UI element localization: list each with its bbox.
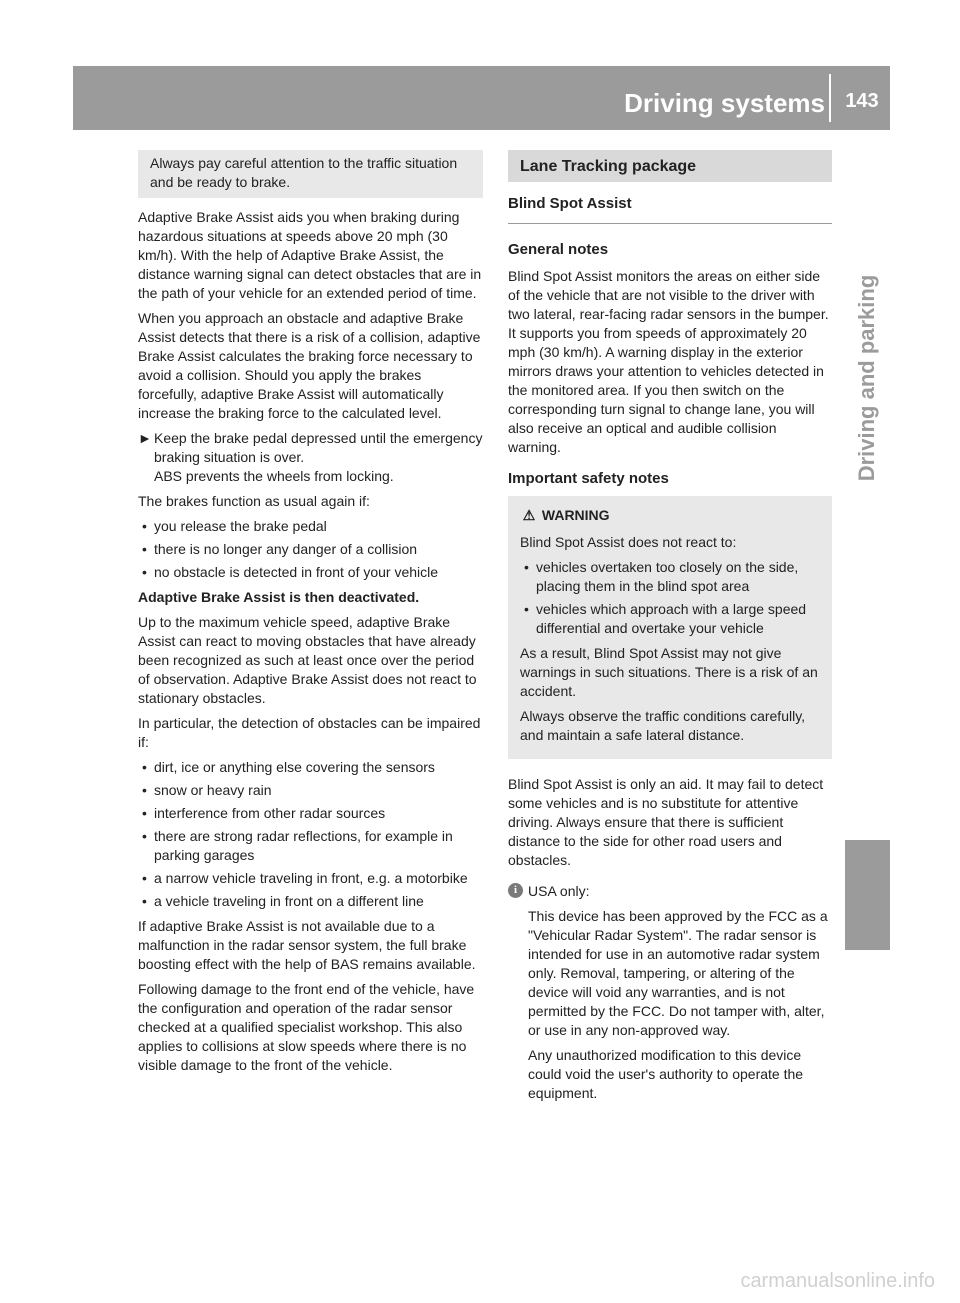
paragraph: Blind Spot Assist monitors the areas on either side of the vehicle that are not visible to the driver with two lateral, rear-facing radar sensors in the bumper. It supports you from speeds of approximately 20 mph (30 km/h). A warning display in the exterior mirrors draws your attention to vehicles detected in the monitored area. If you then switch on the corresponding turn signal to change lane, you will also receive an optical and audible collision warning.: [508, 268, 829, 455]
heading-safety-notes: Important safety notes: [508, 470, 669, 487]
warning-label: WARNING: [541, 507, 610, 523]
warning-box: [508, 496, 832, 759]
header-separator: [829, 74, 831, 122]
paragraph: Up to the maximum vehicle speed, adaptive Brake Assist can react to moving obstacles that have already been recognized as such at least once over the period of observation. Adaptive Brake Assist does not react to stationary obstacles.: [138, 614, 477, 706]
list-item: • you release the brake pedal: [138, 517, 483, 536]
list-item: • vehicles which approach with a large speed differential and overtake your vehicle: [520, 600, 820, 638]
list-item: • snow or heavy rain: [138, 781, 483, 800]
list-item: • a vehicle traveling in front on a different line: [138, 892, 483, 911]
warning-triangle-icon: ⚠: [522, 507, 536, 523]
paragraph: Always observe the traffic conditions carefully, and maintain a safe lateral distance.: [520, 708, 806, 743]
info-note: [508, 882, 832, 1103]
side-tab-label: Driving and parking: [854, 274, 879, 482]
paragraph: If adaptive Brake Assist is not available due to a malfunction in the radar sensor system, the full brake boosting effect with the help of BAS remains available.: [138, 918, 476, 972]
paragraph: This device has been approved by the FCC as a "Vehicular Radar System". The radar sensor is intended for use in an automotive radar system only. Removal, tampering, or altering of the device will void any warranties, and is not permitted by the FCC. Do not tamper with, alter, or use in any non-approved way.: [528, 908, 828, 1038]
step-text: Keep the brake pedal depressed until the emergency braking situation is over.: [154, 430, 483, 465]
condition-list: [138, 517, 483, 582]
info-label: USA only:: [528, 883, 590, 899]
paragraph: In particular, the detection of obstacles can be impaired if:: [138, 715, 481, 750]
list-item: • a narrow vehicle traveling in front, e.g. a motorbike: [138, 869, 483, 888]
warning-header: [520, 506, 820, 525]
impairment-list: [138, 758, 483, 911]
paragraph: Following damage to the front end of the vehicle, have the configuration and operation of the radar sensor checked at a qualified specialist workshop. This also applies to collisions at slow speeds where there is no visible damage to the front of the vehicle.: [138, 981, 475, 1073]
subsection-heading: Blind Spot Assist: [508, 194, 832, 224]
section-heading: Lane Tracking package: [508, 150, 832, 182]
side-tab-marker: [845, 840, 890, 950]
list-item: • no obstacle is detected in front of your vehicle: [138, 563, 483, 582]
warning-list: [520, 558, 820, 638]
step-note: ABS prevents the wheels from locking.: [154, 468, 394, 484]
watermark: carmanualsonline.info: [740, 1270, 935, 1292]
chapter-title: Driving systems: [624, 88, 825, 118]
left-column: [138, 150, 483, 1081]
list-item: • interference from other radar sources: [138, 804, 483, 823]
paragraph: Any unauthorized modification to this device could void the user's authority to operate the equipment.: [528, 1047, 804, 1101]
arrow-right-icon: ►: [138, 430, 152, 446]
paragraph: Blind Spot Assist does not react to:: [520, 534, 737, 550]
paragraph: Adaptive Brake Assist is then deactivated.: [138, 589, 420, 605]
list-item: • there are strong radar reflections, for example in parking garages: [138, 827, 483, 865]
paragraph: As a result, Blind Spot Assist may not give warnings in such situations. There is a risk of an accident.: [520, 645, 818, 699]
paragraph: Blind Spot Assist is only an aid. It may fail to detect some vehicles and is no substitute for attentive driving. Always ensure that there is sufficient distance to the side for other road users and obstacles.: [508, 776, 824, 868]
info-icon: i: [508, 883, 523, 898]
note-box: Always pay careful attention to the traffic situation and be ready to brake.: [138, 150, 483, 198]
heading-general-notes: General notes: [508, 241, 609, 258]
list-item: • dirt, ice or anything else covering the sensors: [138, 758, 483, 777]
paragraph: Adaptive Brake Assist aids you when braking during hazardous situations at speeds above 20 mph (30 km/h). With the help of Adaptive Brake Assist, the distance warning signal can detect obstacles that are in the path of your vehicle for an extended period of time.: [138, 209, 482, 301]
instruction-step: [138, 429, 483, 486]
paragraph: When you approach an obstacle and adaptive Brake Assist detects that there is a risk of a collision, adaptive Brake Assist calculates the braking force necessary to avoid a collision. Should you apply the brakes forcefully, adaptive Brake Assist will automatically increase the braking force to the calculated level.: [138, 310, 481, 421]
right-column: [508, 150, 832, 1109]
page-number: 143: [845, 90, 879, 112]
list-item: • vehicles overtaken too closely on the side, placing them in the blind spot area: [520, 558, 820, 596]
list-item: • there is no longer any danger of a collision: [138, 540, 483, 559]
paragraph: The brakes function as usual again if:: [138, 493, 370, 509]
